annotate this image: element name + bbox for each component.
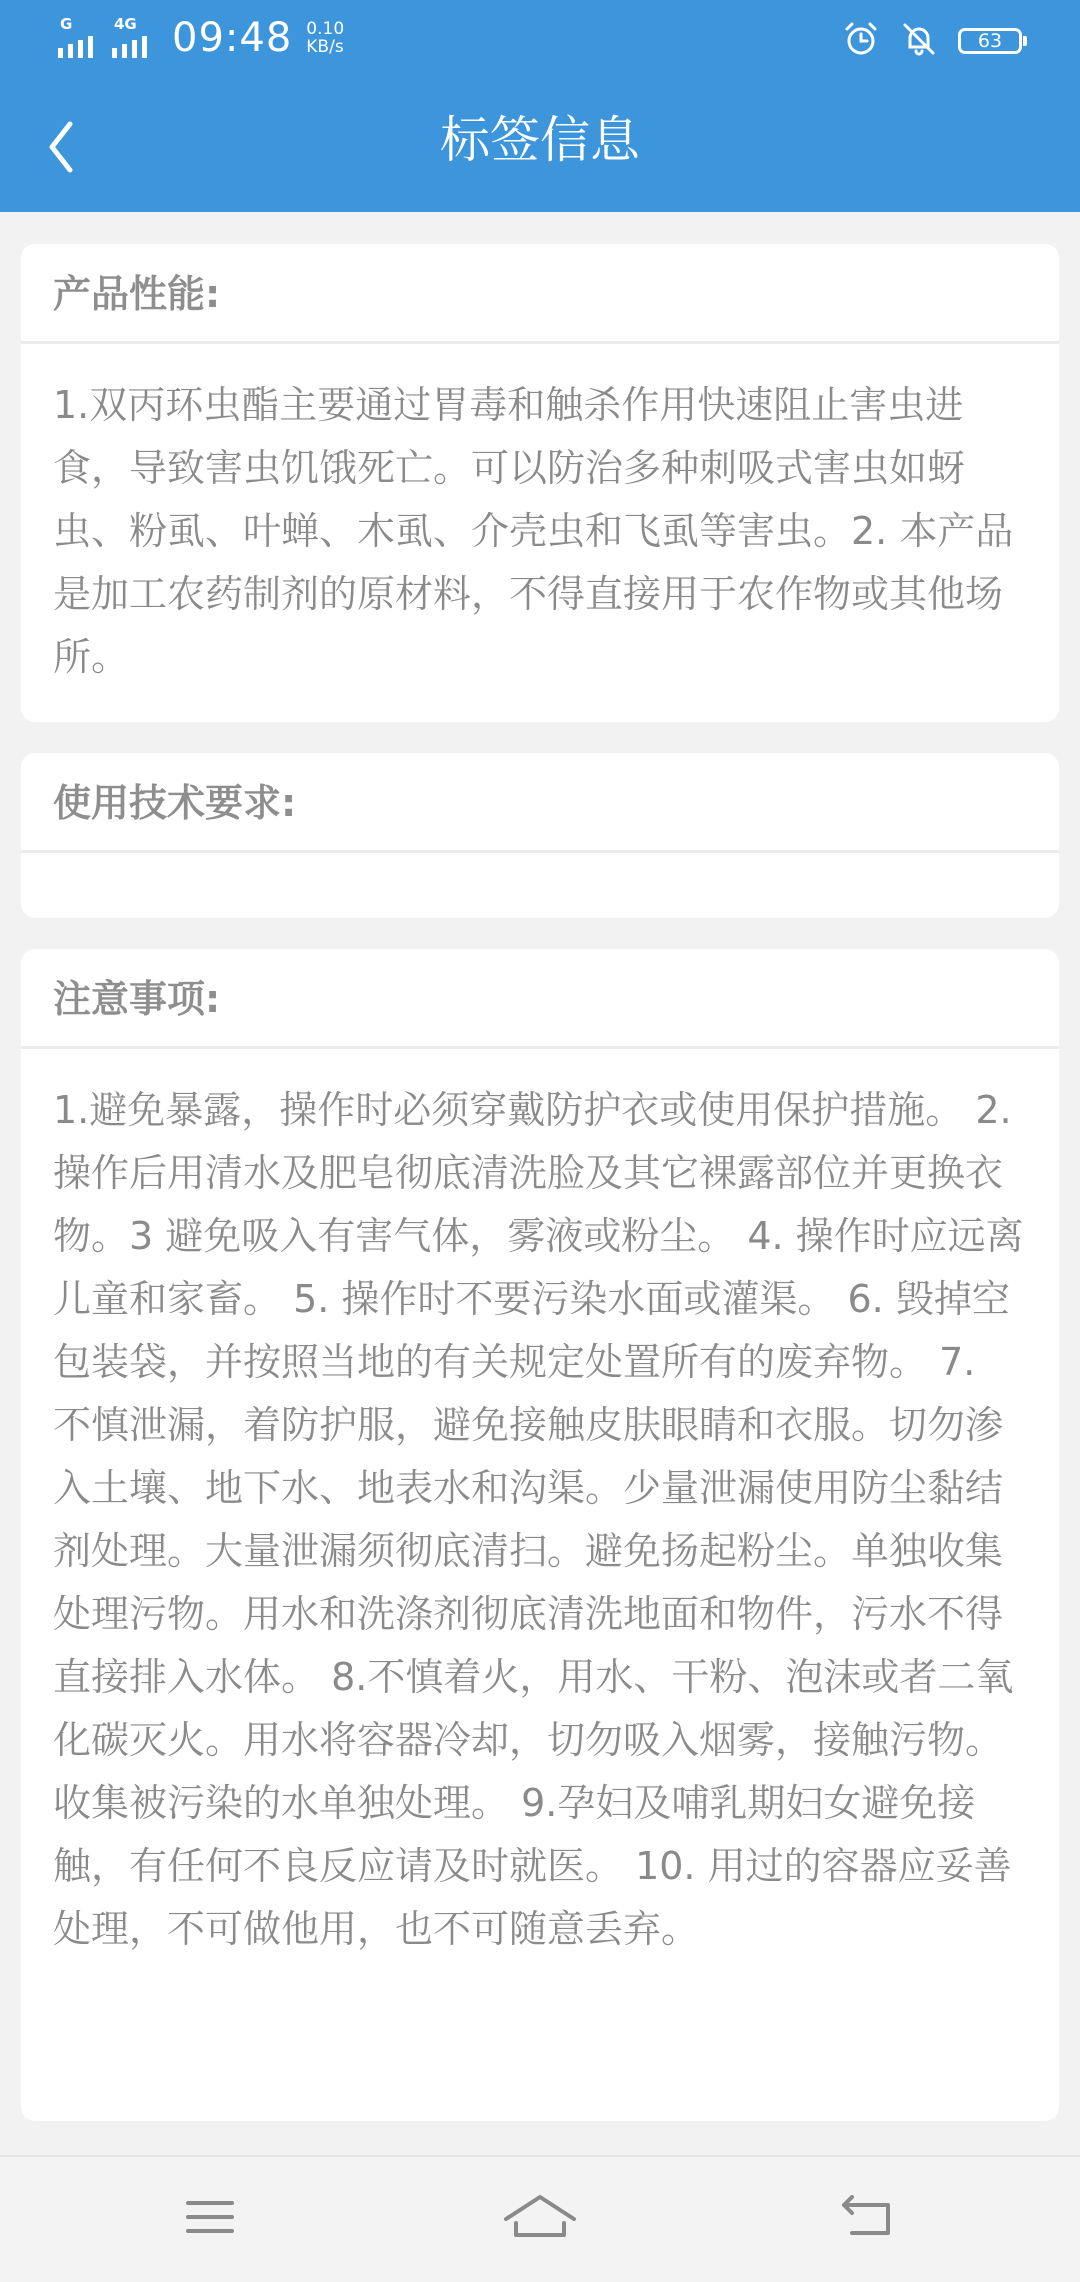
signal-4g-label: 4G — [114, 15, 137, 33]
system-nav-bar — [0, 2155, 1080, 2282]
battery-icon: 63 — [958, 28, 1022, 54]
back-system-button[interactable] — [838, 2187, 898, 2251]
network-speed — [306, 20, 344, 56]
status-bar — [0, 0, 1080, 82]
precautions-card — [21, 949, 1059, 2121]
home-button[interactable] — [500, 2187, 580, 2251]
title-bar — [0, 82, 1080, 212]
status-right — [842, 20, 1022, 62]
section-content: 1.避免暴露，操作时必须穿戴防护衣或使用保护措施。 2. 操作后用清水及肥皂彻底清洗脸及其它裸露部位并更换衣物。3 避免吸入有害气体，雾液或粉尘。 4. 操作时应远离儿童和家畜。 5. 操作时不要污染水面或灌渠。 6. 毁掉空包装袋，并按照当地的有关规定处置所有的废弃物。 7. 不慎泄漏，着防护服，避免接触皮肤眼睛和衣服。切勿渗入土壤、地下水、地表水和沟渠。少量泄漏使用防尘黏结剂处理。大量泄漏须彻底清扫。避免扬起粉尘。单独收集处理污物。用水和洗涤剂彻底清洗地面和物件，污水不得直接排入水体。 8.不慎着火，用水、干粉、泡沫或者二氧化碳灭火。用水将容器冷却，切勿吸入烟雾，接触污物。收集被污染的水单独处理。 9.孕妇及哺乳期妇女避免接触，有任何不良反应请及时就医。 10. 用过的容器应妥善处理，不可做他用，也不可随意丢弃。 — [53, 1088, 1024, 1951]
home-icon — [500, 2187, 580, 2247]
section-title: 使用技术要求: — [21, 753, 1059, 853]
signal-type-label: G — [60, 15, 73, 33]
alarm-clock-icon — [842, 20, 880, 62]
bell-muted-icon — [900, 20, 938, 62]
signal-strength-4g-icon — [112, 16, 158, 60]
network-speed-unit: KB/s — [306, 37, 344, 57]
section-content — [21, 853, 1059, 883]
signal-strength-icon — [58, 16, 104, 60]
return-icon — [838, 2187, 898, 2247]
section-title: 注意事项: — [21, 949, 1059, 1049]
clock: 09:48 — [172, 15, 293, 61]
product-performance-card — [21, 244, 1059, 722]
network-speed-value: 0.10 — [306, 19, 345, 39]
section-title: 产品性能: — [21, 244, 1059, 344]
usage-requirements-card — [21, 753, 1059, 918]
menu-icon — [180, 2187, 240, 2247]
section-content: 1.双丙环虫酯主要通过胃毒和触杀作用快速阻止害虫进食，导致害虫饥饿死亡。可以防治多种刺吸式害虫如蚜虫、粉虱、叶蝉、木虱、介壳虫和飞虱等害虫。2. 本产品是加工农药制剂的原材料，不得直接用于农作物或其他场所。 — [53, 383, 1014, 679]
menu-button[interactable] — [180, 2187, 240, 2251]
page-title: 标签信息 — [440, 111, 640, 169]
status-left — [58, 14, 344, 62]
